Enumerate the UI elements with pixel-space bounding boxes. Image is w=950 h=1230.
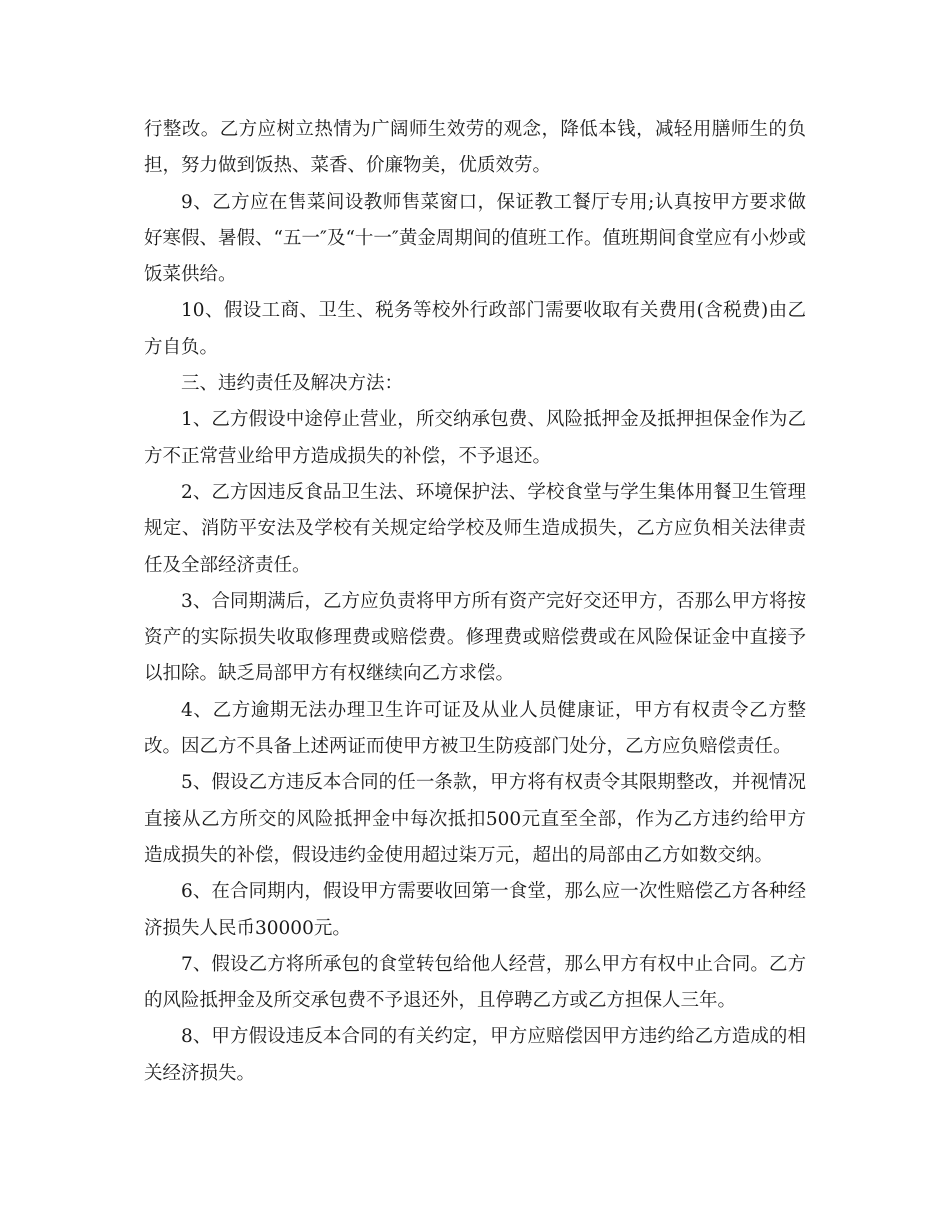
- breach-clause-1: 1、乙方假设中途停止营业，所交纳承包费、风险抵押金及抵押担保金作为乙方不正常营业给甲方造成损失的补偿，不予退还。: [144, 409, 806, 467]
- paragraph-continuation: 行整改。乙方应树立热情为广阔师生效劳的观念，降低本钱，减轻用膳师生的负担，努力做到饭热、菜香、价廉物美，优质效劳。: [144, 119, 806, 177]
- breach-clause-5: 5、假设乙方违反本合同的任一条款，甲方将有权责令其限期整改，并视情况直接从乙方所交的风险抵押金中每次抵扣500元直至全部，作为乙方违约给甲方造成损失的补偿，假设违约金使用超过柒万元，超出的局部由乙方如数交纳。: [144, 772, 806, 866]
- clause-10: 10、假设工商、卫生、税务等校外行政部门需要收取有关费用(含税费)由乙方自负。: [144, 300, 806, 358]
- breach-clause-4: 4、乙方逾期无法办理卫生许可证及从业人员健康证，甲方有权责令乙方整改。因乙方不具备上述两证而使甲方被卫生防疫部门处分，乙方应负赔偿责任。: [144, 699, 806, 758]
- breach-clause-2: 2、乙方因违反食品卫生法、环境保护法、学校食堂与学生集体用餐卫生管理规定、消防平安法及学校有关规定给学校及师生造成损失，乙方应负相关法律责任及全部经济责任。: [144, 481, 806, 576]
- breach-clause-6: 6、在合同期内，假设甲方需要收回第一食堂，那么应一次性赔偿乙方各种经济损失人民币30000元。: [144, 881, 806, 939]
- breach-clause-3: 3、合同期满后，乙方应负责将甲方所有资产完好交还甲方，否那么甲方将按资产的实际损失收取修理费或赔偿费。修理费或赔偿费或在风险保证金中直接予以扣除。缺乏局部甲方有权继续向乙方求偿。: [144, 590, 806, 685]
- clause-9: 9、乙方应在售菜间设教师售菜窗口，保证教工餐厅专用;认真按甲方要求做好寒假、暑假、“五一″及“十一″黄金周期间的值班工作。值班期间食堂应有小炒或饭菜供给。: [144, 191, 806, 286]
- document-body: [144, 112, 806, 1092]
- breach-clause-7: 7、假设乙方将所承包的食堂转包给他人经营，那么甲方有权中止合同。乙方的风险抵押金及所交承包费不予退还外，且停聘乙方或乙方担保人三年。: [144, 953, 806, 1012]
- section-heading-breach-liability: 三、违约责任及解决方法：: [181, 373, 404, 395]
- breach-clause-8: 8、甲方假设违反本合同的有关约定，甲方应赔偿因甲方违约给乙方造成的相关经济损失。: [144, 1026, 806, 1084]
